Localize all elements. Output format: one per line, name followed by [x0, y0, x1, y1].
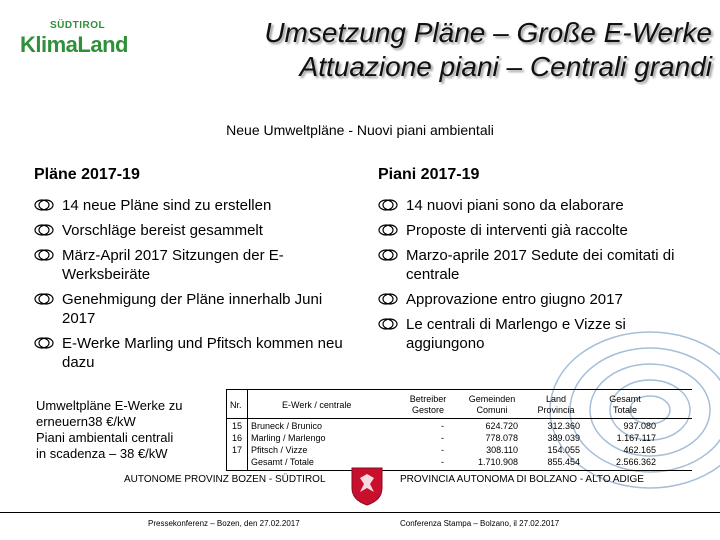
table-cell-werk: Pfitsch / Vizze [251, 445, 308, 455]
header-line: Gemeinden [468, 394, 516, 404]
table-cell-nr: 15 [232, 421, 243, 431]
logo-top-text: SÜDTIROL [50, 20, 106, 31]
table-left-border [226, 389, 227, 471]
header-line: Comuni [476, 405, 508, 415]
footer-left-date: Pressekonferenz – Bozen, den 27.02.2017 [148, 519, 300, 528]
list-item-text: Genehmigung der Pläne innerhalb Juni 2017 [62, 291, 323, 327]
table-cell-werk: Gesamt / Totale [251, 457, 314, 467]
footer-right-title: PROVINCIA AUTONOMA DI BOLZANO - ALTO ADIGE [400, 474, 644, 485]
bullet-icon [34, 248, 54, 262]
table-cell-land: 855.454 [547, 457, 580, 467]
table-header-betreiber [400, 394, 456, 416]
header-line: Gesamt [609, 394, 641, 404]
cost-note [36, 398, 182, 462]
table-header-werk: E-Werk / centrale [282, 400, 352, 410]
footer-right-date: Conferenza Stampa – Bolzano, il 27.02.2017 [400, 519, 560, 528]
slide-title [264, 16, 712, 84]
table-header-divider [226, 418, 692, 419]
table-cell-gesamt: 2.566.362 [615, 457, 656, 467]
list-item-text: Vorschläge bereist gesammelt [62, 222, 263, 239]
table-cell-betreiber: - [441, 445, 444, 455]
table-header-gesamt [594, 394, 656, 416]
list-item-text: Le centrali di Marlengo e Vizze si aggiungono [406, 316, 626, 352]
bullet-icon [378, 198, 398, 212]
table-header-gemeinden [460, 394, 524, 416]
table-cell-betreiber: - [441, 433, 444, 443]
klimaland-logo [20, 20, 130, 60]
table-cell-werk: Marling / Marlengo [251, 433, 326, 443]
table-cell-gemeinden: 624.720 [485, 421, 518, 431]
list-item-text: E-Werke Marling und Pfitsch kommen neu dazu [62, 335, 343, 371]
note-line: Piani ambientali centrali [36, 430, 174, 445]
bullet-icon [378, 292, 398, 306]
left-column-heading: Pläne 2017-19 [34, 166, 140, 183]
list-item-text: Approvazione entro giugno 2017 [406, 291, 623, 308]
header-line: Gestore [411, 405, 444, 415]
footer-divider [0, 512, 720, 513]
table-cell-gesamt: 1.167.117 [616, 433, 656, 443]
bullet-icon [378, 223, 398, 237]
table-cell-gesamt: 937.080 [623, 421, 656, 431]
bullet-icon [378, 317, 398, 331]
table-cell-land: 154.055 [547, 445, 580, 455]
left-bullet-list [34, 196, 354, 378]
header-line: Totale [612, 405, 638, 415]
table-top-border [226, 389, 692, 390]
footer-left-title: AUTONOME PROVINZ BOZEN - SÜDTIROL [124, 474, 326, 485]
table-cell-nr: 16 [232, 433, 243, 443]
list-item-text: 14 nuovi piani sono da elaborare [406, 197, 624, 214]
table-cell-betreiber: - [441, 457, 444, 467]
list-item [378, 196, 698, 215]
list-item [34, 334, 354, 372]
list-item-text: 14 neue Pläne sind zu erstellen [62, 197, 272, 214]
header-line: Land [545, 394, 567, 404]
slide-subtitle: Neue Umweltpläne - Nuovi piani ambientali [226, 122, 494, 138]
header-line: Betreiber [409, 394, 447, 404]
list-item-text: Marzo-aprile 2017 Sedute dei comitati di centrale [406, 247, 675, 283]
table-header-nr: Nr. [230, 400, 242, 410]
bullet-icon [34, 292, 54, 306]
table-cell-land: 389.039 [547, 433, 580, 443]
table-cell-land: 312.360 [547, 421, 580, 431]
right-column-heading: Piani 2017-19 [378, 166, 480, 183]
table-cell-betreiber: - [441, 421, 444, 431]
table-cell-nr: 17 [232, 445, 243, 455]
table-header-land [528, 394, 584, 416]
title-line-de: Umsetzung Pläne – Große E-Werke [264, 17, 712, 48]
note-line: erneuern38 €/kW [36, 414, 136, 429]
bullet-icon [34, 223, 54, 237]
bullet-icon [378, 248, 398, 262]
table-column-divider [247, 389, 248, 471]
title-line-it: Attuazione piani – Centrali grandi [299, 51, 712, 82]
list-item [34, 246, 354, 284]
list-item [378, 221, 698, 240]
table-cell-werk: Bruneck / Brunico [251, 421, 323, 431]
list-item [378, 246, 698, 284]
list-item-text: Proposte di interventi già raccolte [406, 222, 628, 239]
bullet-icon [34, 336, 54, 350]
note-line: Umweltpläne E-Werke zu [36, 398, 183, 413]
table-cell-gemeinden: 308.110 [486, 445, 518, 455]
table-bottom-border [226, 470, 692, 471]
province-crest-icon [350, 466, 384, 506]
bullet-icon [34, 198, 54, 212]
list-item [34, 196, 354, 215]
note-line: in scadenza – 38 €/kW [36, 446, 168, 461]
logo-main-text: KlimaLand [20, 32, 128, 57]
list-item [34, 221, 354, 240]
list-item-text: März-April 2017 Sitzungen der E-Werksbeiräte [62, 247, 284, 283]
header-line: Provincia [537, 405, 575, 415]
table-cell-gemeinden: 778.078 [485, 433, 518, 443]
table-cell-gemeinden: 1.710.908 [477, 457, 518, 467]
table-cell-gesamt: 462.165 [623, 445, 656, 455]
list-item [34, 290, 354, 328]
